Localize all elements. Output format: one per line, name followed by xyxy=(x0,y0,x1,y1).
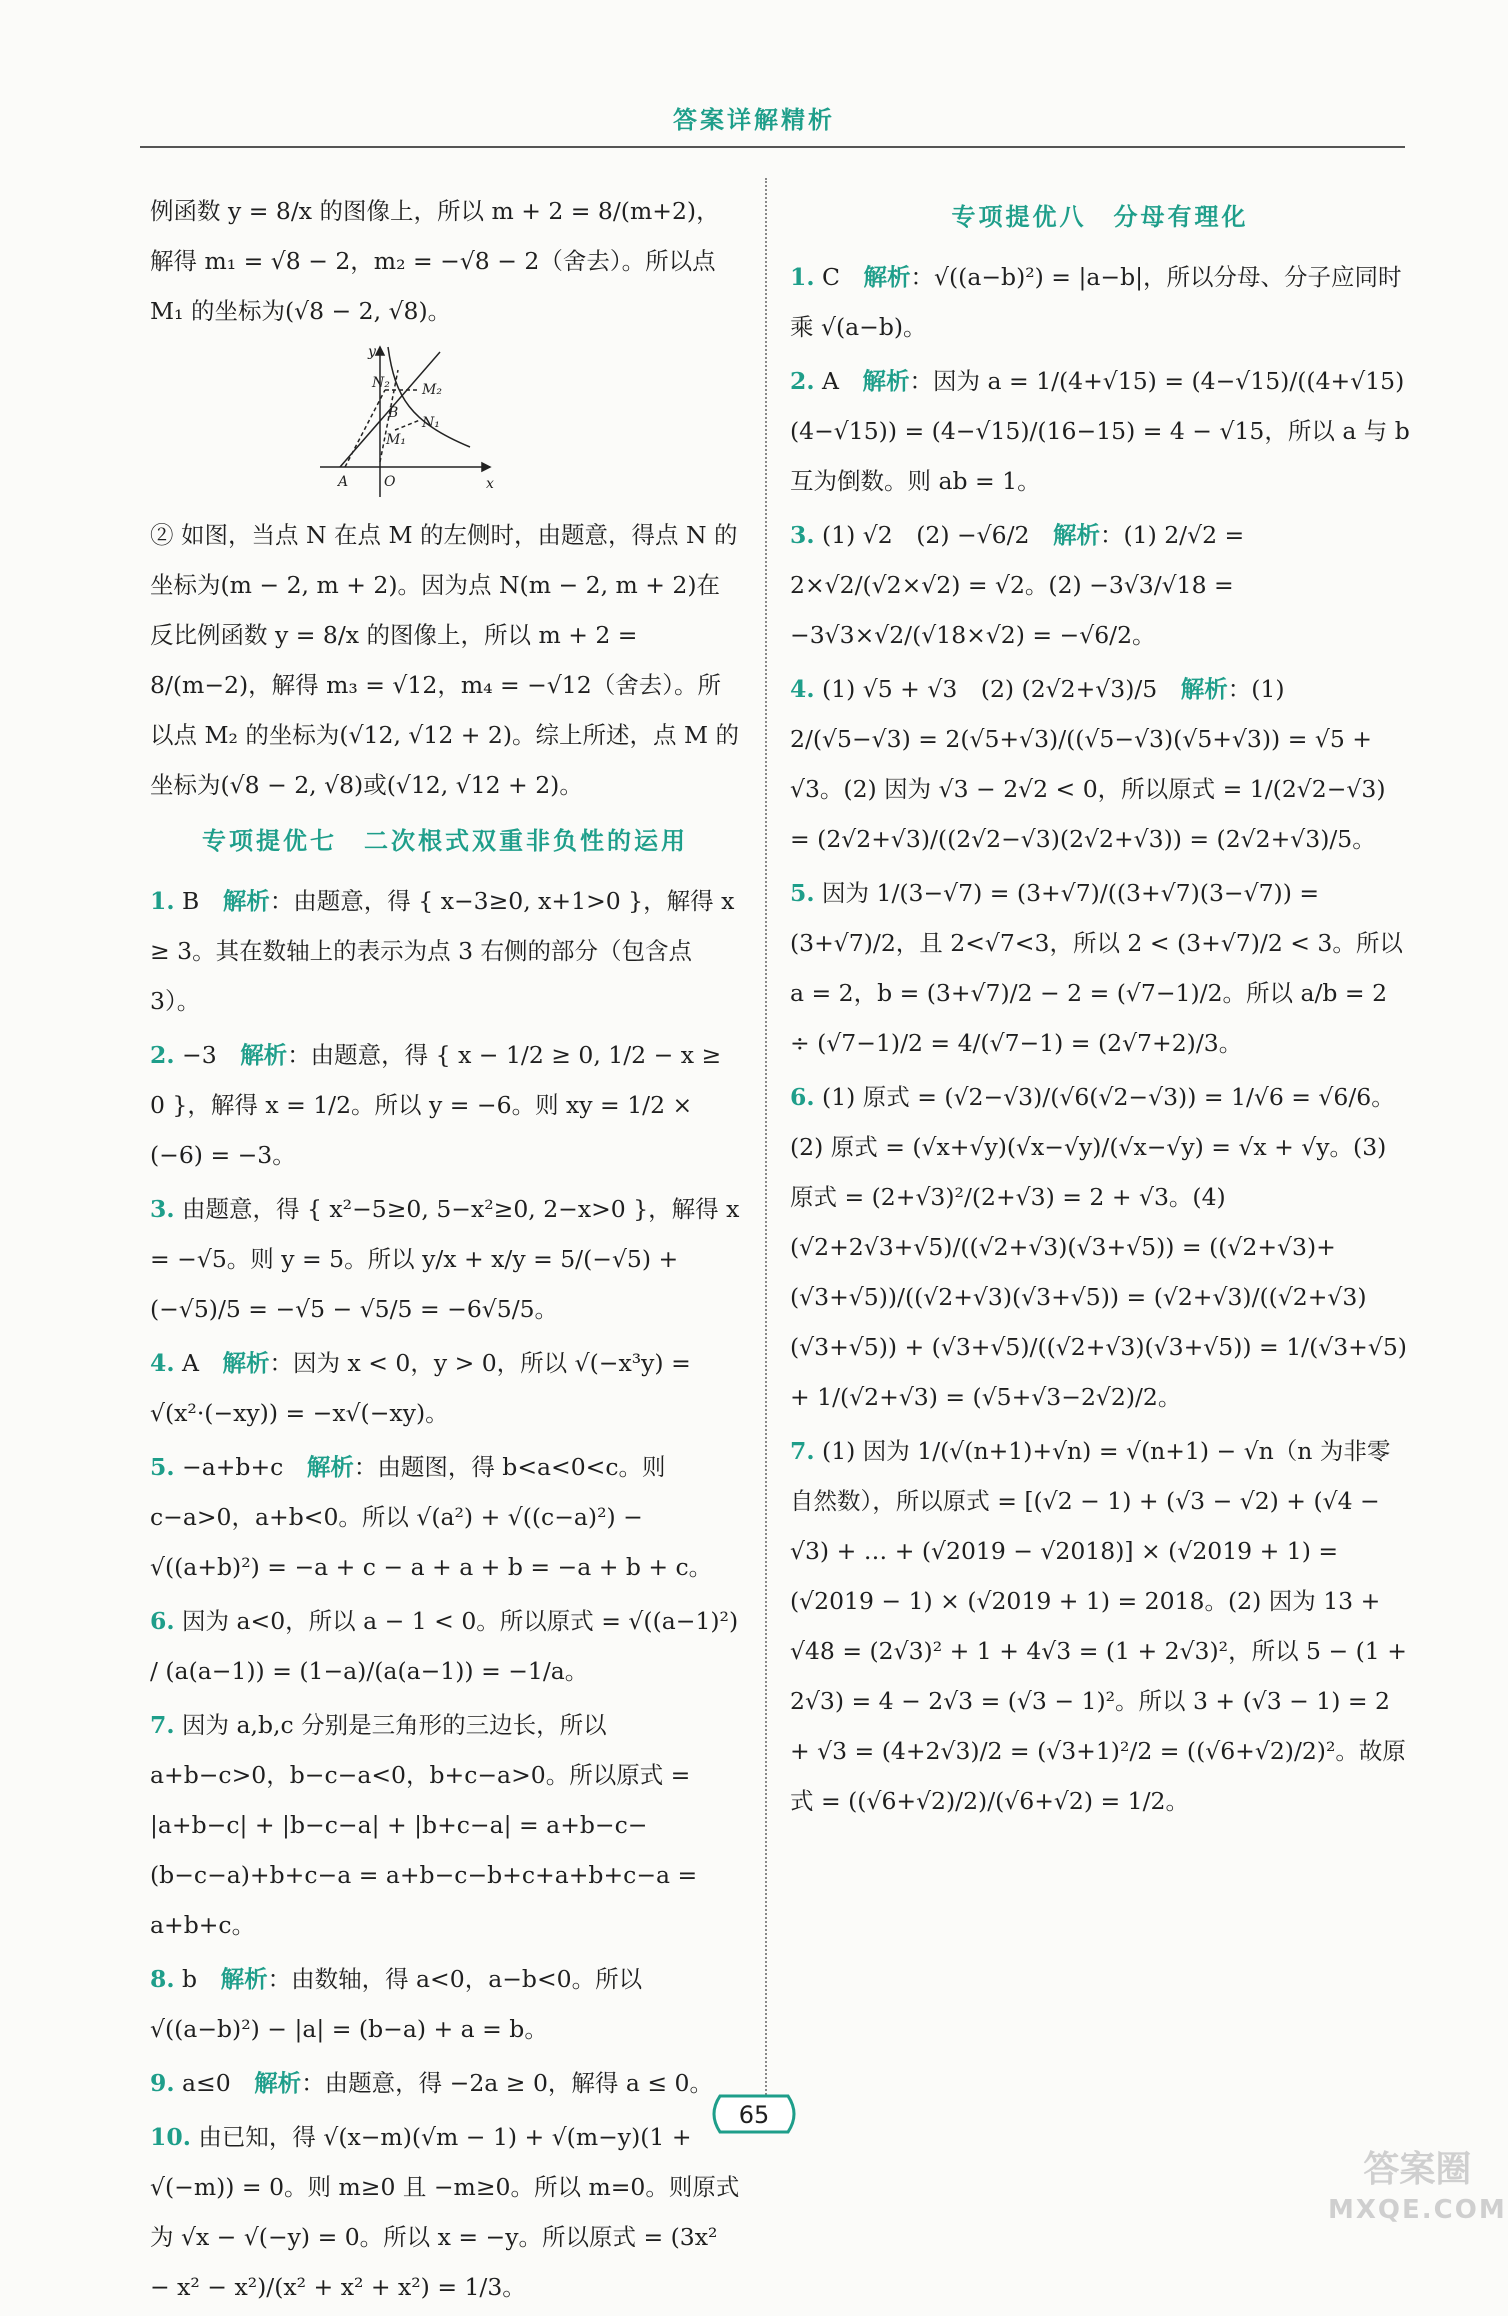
answer-item: 4. (1) √5 + √3 (2) (2√2+√3)/5 解析：(1) 2/(√5−√3) = 2(√5+√3)/((√5−√3)(√5+√3)) = √5 + √3。(2) 因为 √3 − 2√2 < 0，所以原式 = 1/(2√2−√3) = (2√2+√3)/((2√2−√3)(2√2+√3)) = (2√2+√3)/5。 xyxy=(790,675,1386,853)
answer-item: 10. 由已知，得 √(x−m)(√m − 1) + √(m−y)(1 + √(−m)) = 0。则 m≥0 且 −m≥0。所以 m=0。则原式为 √x − √(−y) = 0。所以 x = −y。所以原式 = (3x² − x² − x²)/(x² + x² + x²) = 1/3。 xyxy=(150,2123,740,2301)
graph-label-n1: N₁ xyxy=(422,415,440,431)
graph-label-n2: N₂ xyxy=(372,375,390,391)
answer-item: 9. a≤0 解析：由题意，得 −2a ≥ 0，解得 a ≤ 0。 xyxy=(150,2069,713,2097)
section-title-8: 专项提优八 分母有理化 xyxy=(951,203,1249,231)
page-number: 65 xyxy=(738,2101,770,2129)
graph-label-m2: M₂ xyxy=(422,382,442,398)
answer-item: 3. 由题意，得 { x²−5≥0, 5−x²≥0, 2−x>0 }，解得 x = −√5。则 y = 5。所以 y/x + x/y = 5/(−√5) + (−√5)/5 = −√5 − √5/5 = −6√5/5。 xyxy=(150,1195,740,1323)
answer-item: 7. 因为 a,b,c 分别是三角形的三边长，所以 a+b−c>0，b−c−a<0，b+c−a>0。所以原式 = |a+b−c| + |b−c−a| + |b+c−a| = a+b−c−(b−c−a)+b+c−a = a+b−c−b+c+a+b+c−a = a+b+c。 xyxy=(150,1711,698,1939)
answer-item: 5. −a+b+c 解析：由题图，得 b<a<0<c。则 c−a>0，a+b<0。所以 √(a²) + √((c−a)²) − √((a+b)²) = −a + c − a + a + b = −a + b + c。 xyxy=(150,1453,713,1581)
graph-label-y: y xyxy=(368,344,376,360)
graph-label-a: A xyxy=(338,474,349,490)
answer-item: 1. B 解析：由题意，得 { x−3≥0, x+1>0 }，解得 x ≥ 3。其在数轴上的表示为点 3 右侧的部分（包含点 3）。 xyxy=(150,887,735,1015)
header-rule xyxy=(140,146,1405,148)
section-title-7: 专项提优七 二次根式双重非负性的运用 xyxy=(202,827,688,855)
answer-item: 5. 因为 1/(3−√7) = (3+√7)/((3+√7)(3−√7)) = (3+√7)/2，且 2<√7<3，所以 2 < (3+√7)/2 < 3。所以 a = 2，b = (3+√7)/2 − 2 = (√7−1)/2。所以 a/b = 2 ÷ (√7−1)/2 = 4/(√7−1) = (2√7+2)/3。 xyxy=(790,879,1403,1057)
answer-item: 4. A 解析：因为 x < 0，y > 0，所以 √(−x³y) = √(x²·(−xy)) = −x√(−xy)。 xyxy=(150,1349,691,1427)
left-paragraph-1: 例函数 y = 8/x 的图像上，所以 m + 2 = 8/(m+2)，解得 m₁ = √8 − 2，m₂ = −√8 − 2（舍去）。所以点 M₁ 的坐标为(√8 − 2, √8)。 xyxy=(150,197,720,325)
graph-label-x: x xyxy=(486,476,494,492)
page-number-badge xyxy=(706,2092,802,2136)
column-divider xyxy=(765,178,767,2098)
dashed-segment-3 xyxy=(395,420,420,430)
watermark-stamp: 答案圈 MXQE.COM xyxy=(1328,2149,1507,2225)
right-column xyxy=(790,186,1410,1830)
y-axis-arrow xyxy=(376,347,384,355)
answer-item: 2. A 解析：因为 a = 1/(4+√15) = (4−√15)/((4+√15)(4−√15)) = (4−√15)/(16−15) = 4 − √15，所以 a 与 b 互为倒数。则 ab = 1。 xyxy=(790,367,1410,495)
answer-item: 6. (1) 原式 = (√2−√3)/(√6(√2−√3)) = 1/√6 = √6/6。(2) 原式 = (√x+√y)(√x−√y)/(√x−√y) = √x + √y。(3) 原式 = (2+√3)²/(2+√3) = 2 + √3。(4) (√2+2√3+√5)/((√2+√3)(√3+√5)) = ((√2+√3)+(√3+√5))/((√2+√3)(√3+√5)) = (√2+√3)/((√2+√3)(√3+√5)) + (√3+√5)/((√2+√3)(√3+√5)) = 1/(√3+√5) + 1/(√2+√3) = (√5+√3−2√2)/2。 xyxy=(790,1083,1407,1411)
graph-label-o: O xyxy=(384,474,396,490)
answer-item: 6. 因为 a<0，所以 a − 1 < 0。所以原式 = √((a−1)²) / (a(a−1)) = (1−a)/(a(a−1)) = −1/a。 xyxy=(150,1607,739,1685)
function-graph xyxy=(310,342,500,502)
page-header: 答案详解精析 xyxy=(673,106,835,134)
answer-item: 1. C 解析：√((a−b)²) = |a−b|，所以分母、分子应同时乘 √(a−b)。 xyxy=(790,263,1402,341)
x-axis-arrow xyxy=(482,463,490,471)
answer-item: 3. (1) √2 (2) −√6/2 解析：(1) 2/√2 = 2×√2/(√2×√2) = √2。(2) −3√3/√18 = −3√3×√2/(√18×√2) = −√6/2。 xyxy=(790,521,1245,649)
graph-label-b: B xyxy=(388,405,399,421)
left-column xyxy=(150,186,740,2316)
answer-item: 8. b 解析：由数轴，得 a<0，a−b<0。所以 √((a−b)²) − |a| = (b−a) + a = b。 xyxy=(150,1965,643,2043)
answer-item: 7. (1) 因为 1/(√(n+1)+√n) = √(n+1) − √n（n 为非零自然数），所以原式 = [(√2 − 1) + (√3 − √2) + (√4 − √3) + … + (√2019 − √2018)] × (√2019 + 1) = (√2019 − 1) × (√2019 + 1) = 2018。(2) 因为 13 + √48 = (2√3)² + 1 + 4√3 = (1 + 2√3)²，所以 5 − (1 + 2√3) = 4 − 2√3 = (√3 − 1)²。所以 3 + (√3 − 1) = 2 + √3 = (4+2√3)/2 = (√3+1)²/2 = ((√6+√2)/2)²。故原式 = ((√6+√2)/2)/(√6+√2) = 1/2。 xyxy=(790,1437,1407,1815)
left-paragraph-2: ② 如图，当点 N 在点 M 的左侧时，由题意，得点 N 的坐标为(m − 2, m + 2)。因为点 N(m − 2, m + 2)在反比例函数 y = 8/x 的图像上，所以 m + 2 = 8/(m−2)，解得 m₃ = √12，m₄ = −√12（舍去）。所以点 M₂ 的坐标为(√12, √12 + 2)。综上所述，点 M 的坐标为(√8 − 2, √8)或(√12, √12 + 2)。 xyxy=(150,521,740,799)
answer-item: 2. −3 解析：由题意，得 { x − 1/2 ≥ 0, 1/2 − x ≥ 0 }，解得 x = 1/2。所以 y = −6。则 xy = 1/2 × (−6) = −3。 xyxy=(150,1041,722,1169)
graph-label-m1: M₁ xyxy=(386,432,406,448)
